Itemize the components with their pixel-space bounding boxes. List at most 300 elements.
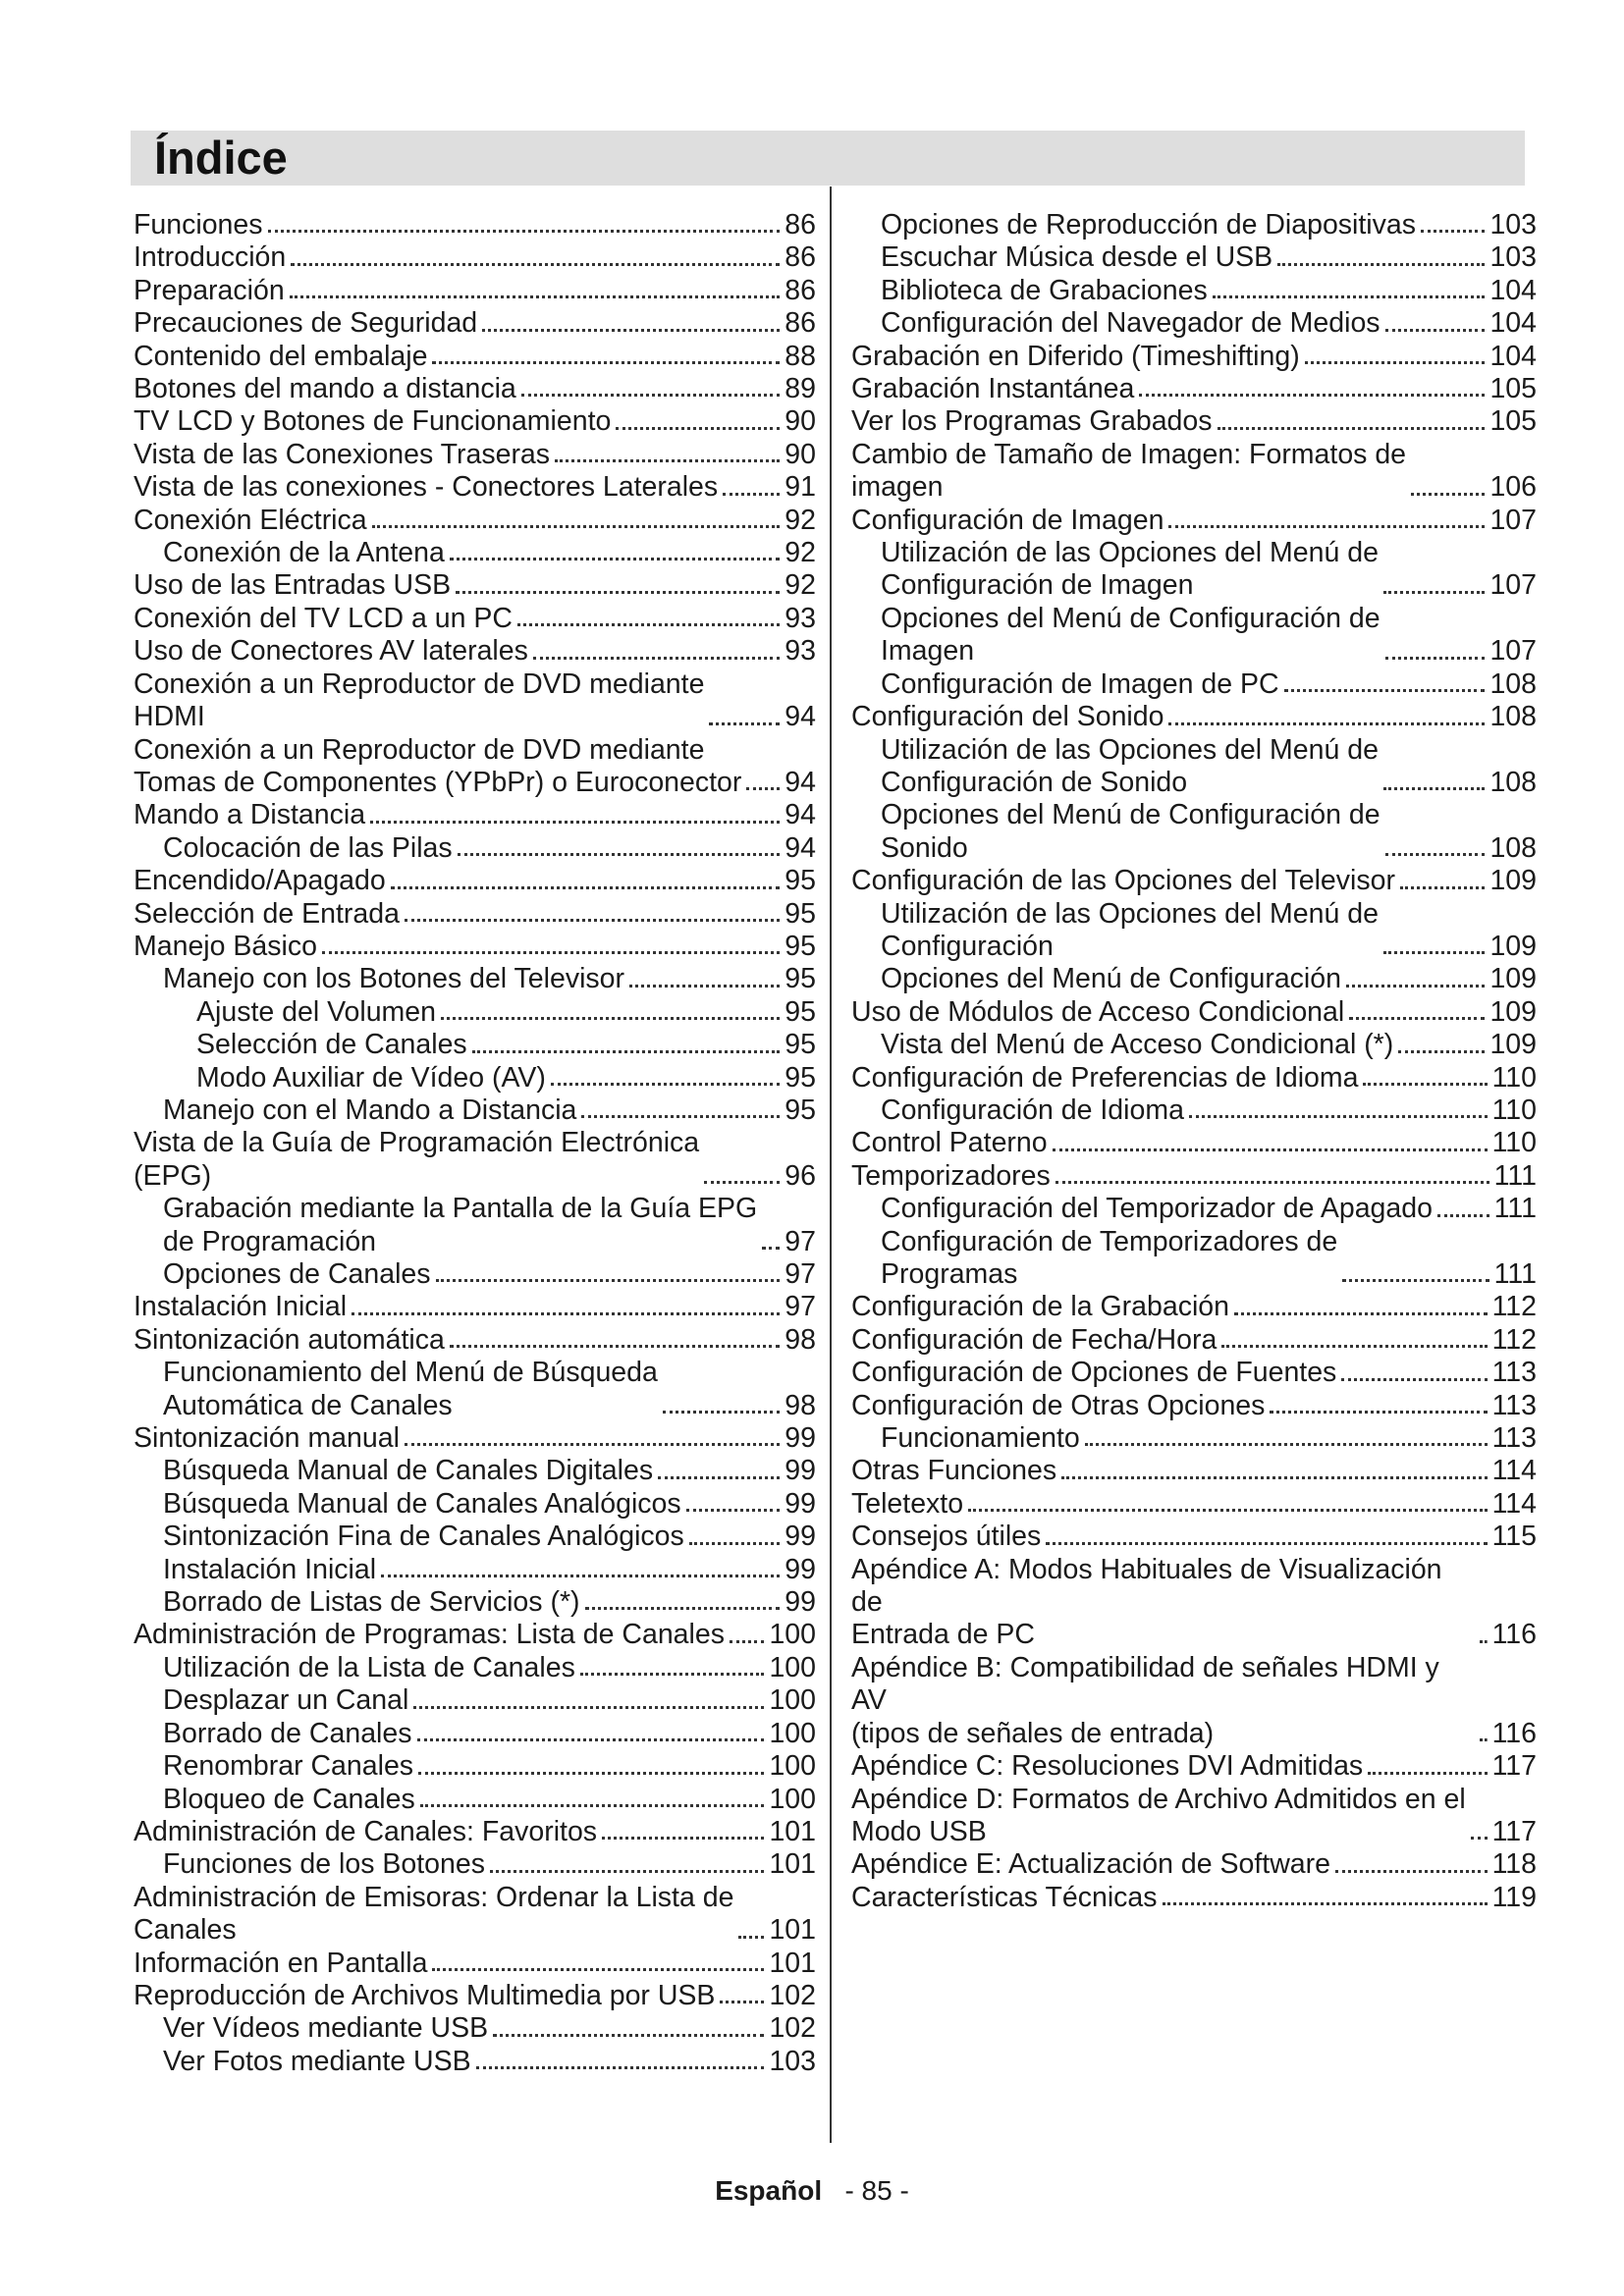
dot-leader	[1234, 1312, 1488, 1315]
toc-entry[interactable]	[851, 1029, 1537, 1061]
dot-leader	[1342, 1279, 1489, 1282]
toc-entry[interactable]	[134, 1619, 816, 1651]
toc-entry-page: 94	[785, 701, 816, 733]
dot-leader	[450, 558, 780, 561]
toc-entry[interactable]	[851, 1127, 1537, 1159]
toc-entry[interactable]	[134, 1062, 816, 1095]
dot-leader	[517, 623, 780, 626]
dot-leader	[1168, 525, 1485, 528]
dot-leader	[322, 951, 780, 954]
toc-entry-page: 95	[785, 995, 816, 1028]
toc-entry-page: 107	[1489, 504, 1537, 536]
dot-leader	[1471, 1837, 1488, 1840]
toc-entry[interactable]	[134, 1750, 816, 1783]
toc-entry-title: Selección de Canales	[196, 1029, 467, 1061]
toc-entry[interactable]	[134, 537, 816, 569]
toc-entry-page: 108	[1489, 667, 1537, 700]
toc-entry[interactable]	[851, 275, 1537, 307]
toc-entry-title: Utilización de la Lista de Canales	[163, 1651, 575, 1683]
toc-entry-page: 119	[1491, 1881, 1537, 1913]
dot-leader	[476, 2066, 765, 2069]
toc-entry[interactable]	[134, 1324, 816, 1357]
toc-entry[interactable]	[851, 307, 1537, 340]
dot-leader	[441, 1017, 780, 1020]
dot-leader	[482, 329, 780, 332]
toc-entry-page: 97	[785, 1291, 816, 1323]
toc-entry-page: 118	[1491, 1848, 1537, 1881]
toc-entry-title: Búsqueda Manual de Canales Analógicos	[163, 1487, 681, 1520]
dot-leader	[1385, 853, 1486, 856]
toc-entry-title: Información en Pantalla	[134, 1947, 428, 1979]
toc-entry[interactable]	[134, 1357, 816, 1422]
toc-entry-page: 110	[1491, 1061, 1537, 1094]
toc-entry-title: Consejos útiles	[851, 1521, 1042, 1553]
dot-leader	[658, 1476, 780, 1479]
toc-entry-title: Vista de las conexiones - Conectores Laterales	[134, 471, 719, 504]
toc-entry[interactable]	[134, 341, 816, 373]
toc-entry-page: 114	[1491, 1487, 1537, 1520]
dot-leader	[458, 853, 781, 856]
toc-entry-page: 108	[1489, 701, 1537, 733]
toc-entry[interactable]	[851, 668, 1537, 701]
toc-entry[interactable]	[134, 635, 816, 667]
toc-entry-page: 110	[1491, 1094, 1537, 1126]
toc-entry-title: Renombrar Canales	[163, 1750, 414, 1783]
toc-entry[interactable]	[134, 1684, 816, 1717]
toc-entry-page: 100	[769, 1619, 816, 1651]
toc-entry[interactable]	[134, 1029, 816, 1061]
dot-leader	[391, 886, 781, 889]
page-footer	[0, 2175, 1624, 2207]
toc-entry[interactable]	[134, 439, 816, 471]
dot-leader	[381, 1575, 780, 1577]
toc-entry[interactable]	[134, 2046, 816, 2078]
toc-entry-page: 115	[1491, 1521, 1537, 1553]
toc-entry-title: Instalación Inicial	[134, 1291, 348, 1323]
toc-entry[interactable]	[134, 241, 816, 274]
toc-entry-page: 109	[1489, 995, 1537, 1028]
toc-entry-page: 109	[1489, 1029, 1537, 1061]
toc-entry-page: 94	[785, 799, 816, 831]
toc-entry-page: 111	[1493, 1193, 1537, 1225]
dot-leader	[1270, 1411, 1487, 1414]
dot-leader	[1400, 886, 1485, 889]
toc-entry-title: Opciones de Canales	[163, 1258, 431, 1290]
toc-entry-page: 95	[785, 865, 816, 897]
dot-leader	[417, 1738, 765, 1741]
toc-entry-page: 99	[785, 1521, 816, 1553]
toc-entry-page: 95	[785, 1061, 816, 1094]
toc-entry[interactable]	[134, 865, 816, 897]
toc-entry-page: 98	[785, 1323, 816, 1356]
dot-leader	[1213, 295, 1486, 298]
toc-entry[interactable]	[851, 537, 1537, 603]
toc-entry-page: 109	[1489, 930, 1537, 962]
toc-entry-page: 104	[1489, 340, 1537, 372]
toc-entry[interactable]	[851, 373, 1537, 405]
toc-entry[interactable]	[134, 996, 816, 1029]
toc-entry-title: Preparación	[134, 274, 285, 306]
toc-entry-title: Configuración del Temporizador de Apagado	[881, 1193, 1433, 1225]
toc-entry-page: 113	[1491, 1422, 1537, 1455]
toc-entry-title: Administración de Canales: Favoritos	[134, 1815, 598, 1847]
column-divider	[830, 187, 832, 2143]
dot-leader	[1385, 329, 1486, 332]
dot-leader	[290, 295, 781, 298]
dot-leader	[1139, 394, 1485, 397]
toc-entry[interactable]	[134, 1127, 816, 1193]
toc-entry[interactable]	[851, 1554, 1537, 1652]
toc-entry-title: Apéndice C: Resoluciones DVI Admitidas	[851, 1750, 1364, 1783]
toc-entry[interactable]	[134, 1816, 816, 1848]
toc-entry[interactable]	[851, 1390, 1537, 1422]
dot-leader	[405, 1443, 780, 1446]
toc-entry-title: Funcionamiento	[881, 1422, 1080, 1455]
toc-entry[interactable]	[851, 1652, 1537, 1750]
dot-leader	[689, 1542, 781, 1545]
toc-entry[interactable]	[134, 1422, 816, 1455]
toc-entry-title: Configuración de Temporizadores de Programas	[881, 1225, 1338, 1290]
dot-leader	[1421, 230, 1485, 233]
toc-entry-title: Bloqueo de Canales	[163, 1783, 415, 1815]
toc-entry[interactable]	[851, 1160, 1537, 1193]
toc-entry-page: 113	[1491, 1357, 1537, 1389]
toc-entry[interactable]	[851, 865, 1537, 897]
dot-leader	[968, 1509, 1487, 1512]
toc-entry[interactable]	[851, 1324, 1537, 1357]
toc-entry-page: 106	[1489, 471, 1537, 504]
toc-entry[interactable]	[851, 1784, 1537, 1849]
toc-entry[interactable]	[851, 1488, 1537, 1521]
toc-entry[interactable]	[134, 1586, 816, 1619]
toc-entry-page: 95	[785, 930, 816, 962]
toc-entry[interactable]	[134, 1488, 816, 1521]
title-bar	[131, 131, 1525, 186]
toc-entry-page: 103	[769, 2045, 816, 2077]
toc-entry-page: 109	[1489, 963, 1537, 995]
toc-entry[interactable]	[851, 1882, 1537, 1914]
toc-entry-page: 113	[1491, 1389, 1537, 1421]
toc-entry[interactable]	[134, 1291, 816, 1323]
toc-entry[interactable]	[134, 373, 816, 405]
dot-leader	[1411, 493, 1485, 496]
toc-entry-title: Configuración de las Opciones del Televisor	[851, 865, 1395, 897]
toc-entry[interactable]	[134, 1980, 816, 2012]
toc-entry[interactable]	[851, 1095, 1537, 1127]
toc-entry-page: 107	[1489, 569, 1537, 602]
toc-entry-title: Borrado de Canales	[163, 1717, 412, 1749]
toc-entry-page: 116	[1491, 1619, 1537, 1651]
toc-entry[interactable]	[134, 832, 816, 865]
dot-leader	[1284, 689, 1486, 692]
toc-entry-title: Introducción	[134, 241, 287, 274]
dot-leader	[1363, 1083, 1487, 1086]
toc-right-column	[851, 209, 1537, 1914]
toc-entry[interactable]	[134, 931, 816, 963]
toc-entry-page: 102	[769, 2012, 816, 2045]
toc-entry[interactable]	[134, 1948, 816, 1980]
dot-leader	[1056, 1181, 1489, 1184]
toc-entry[interactable]	[134, 1193, 816, 1258]
toc-entry-title: Uso de Conectores AV laterales	[134, 635, 528, 667]
toc-entry[interactable]	[134, 405, 816, 438]
toc-entry[interactable]	[851, 734, 1537, 800]
toc-entry-title: Sintonización Fina de Canales Analógicos	[163, 1521, 684, 1553]
toc-entry-title: Borrado de Listas de Servicios (*)	[163, 1586, 580, 1619]
dot-leader	[1085, 1443, 1488, 1446]
toc-entry[interactable]	[134, 1521, 816, 1553]
toc-entry[interactable]	[851, 898, 1537, 964]
dot-leader	[1277, 263, 1485, 266]
toc-entry-title: Sintonización manual	[134, 1422, 400, 1455]
dot-leader	[521, 394, 781, 397]
dot-leader	[456, 591, 780, 594]
toc-entry[interactable]	[851, 1193, 1537, 1225]
toc-entry-page: 111	[1493, 1258, 1537, 1290]
dot-leader	[1305, 361, 1486, 364]
toc-entry[interactable]	[134, 1882, 816, 1948]
toc-entry[interactable]	[851, 799, 1537, 865]
toc-entry-page: 105	[1489, 373, 1537, 405]
toc-entry[interactable]	[134, 1784, 816, 1816]
toc-entry-title: Conexión de la Antena	[163, 537, 445, 569]
toc-entry[interactable]	[851, 963, 1537, 995]
toc-entry-page: 112	[1491, 1291, 1537, 1323]
toc-entry-title: TV LCD y Botones de Funcionamiento	[134, 405, 612, 438]
dot-leader	[1480, 1738, 1488, 1741]
toc-entry-page: 112	[1491, 1323, 1537, 1356]
dot-leader	[616, 427, 780, 430]
toc-entry-title: Manejo Básico	[134, 930, 317, 962]
toc-entry[interactable]	[134, 275, 816, 307]
toc-entry[interactable]	[134, 1718, 816, 1750]
toc-entry-page: 101	[769, 1947, 816, 1979]
dot-leader	[372, 525, 781, 528]
toc-entry[interactable]	[851, 1357, 1537, 1389]
toc-entry[interactable]	[134, 734, 816, 800]
toc-entry[interactable]	[851, 241, 1537, 274]
toc-entry-title: Configuración de Otras Opciones	[851, 1389, 1266, 1421]
toc-entry[interactable]	[134, 799, 816, 831]
toc-entry[interactable]	[851, 405, 1537, 438]
toc-entry[interactable]	[134, 603, 816, 635]
dot-leader	[432, 1968, 764, 1971]
dot-leader	[352, 1312, 780, 1315]
toc-entry-title: Conexión a un Reproductor de DVD mediante HDMI	[134, 667, 705, 733]
dot-leader	[1398, 1050, 1485, 1053]
toc-entry-title: Apéndice A: Modos Habituales de Visualización de Entrada de PC	[851, 1553, 1442, 1651]
toc-entry-title: Precauciones de Seguridad	[134, 307, 478, 340]
dot-leader	[602, 1837, 764, 1840]
toc-entry-page: 104	[1489, 307, 1537, 340]
toc-entry[interactable]	[851, 439, 1537, 505]
toc-entry-title: Colocación de las Pilas	[163, 831, 453, 864]
toc-entry-title: Selección de Entrada	[134, 897, 400, 930]
dot-leader	[1046, 1542, 1487, 1545]
toc-entry-title: Conexión a un Reproductor de DVD mediante Tomas de Componentes (YPbPr) o Euroconector	[134, 733, 742, 798]
toc-entry[interactable]	[851, 1521, 1537, 1553]
dot-leader	[1163, 1902, 1488, 1905]
dot-leader	[709, 722, 780, 725]
toc-entry-page: 95	[785, 1094, 816, 1126]
toc-entry-page: 116	[1491, 1717, 1537, 1749]
toc-entry[interactable]	[851, 996, 1537, 1029]
toc-entry-title: Administración de Emisoras: Ordenar la Lista de Canales	[134, 1881, 734, 1947]
toc-entry-page: 109	[1489, 865, 1537, 897]
toc-entry[interactable]	[851, 1455, 1537, 1487]
toc-entry-title: Cambio de Tamaño de Imagen: Formatos de imagen	[851, 438, 1407, 504]
toc-entry-page: 99	[785, 1553, 816, 1585]
dot-leader	[268, 230, 781, 233]
toc-entry-title: Vista del Menú de Acceso Condicional (*)	[881, 1029, 1394, 1061]
toc-entry-title: Botones del mando a distancia	[134, 373, 516, 405]
toc-entry-page: 99	[785, 1487, 816, 1520]
toc-entry[interactable]	[851, 1226, 1537, 1292]
toc-entry-title: Grabación mediante la Pantalla de la Guía EPG de Programación	[163, 1193, 758, 1257]
toc-entry-page: 101	[769, 1848, 816, 1881]
toc-entry-title: Conexión Eléctrica	[134, 504, 367, 536]
toc-entry-page: 92	[785, 537, 816, 569]
toc-left-column	[134, 209, 816, 2078]
toc-entry-page: 86	[785, 209, 816, 240]
dot-leader	[730, 1640, 764, 1643]
footer-page-number: - 85 -	[844, 2175, 909, 2206]
dot-leader	[450, 1345, 780, 1348]
toc-entry-page: 100	[769, 1651, 816, 1683]
toc-entry-title: Otras Funciones	[851, 1455, 1057, 1487]
dot-leader	[420, 1804, 765, 1807]
toc-entry-title: Características Técnicas	[851, 1881, 1158, 1913]
toc-entry-page: 100	[769, 1750, 816, 1783]
toc-entry[interactable]	[134, 1848, 816, 1881]
toc-entry[interactable]	[134, 471, 816, 504]
toc-entry-page: 99	[785, 1586, 816, 1619]
dot-leader	[1189, 1115, 1488, 1118]
toc-entry[interactable]	[851, 603, 1537, 668]
dot-leader	[1168, 722, 1485, 725]
toc-entry-title: Escuchar Música desde el USB	[881, 241, 1273, 274]
toc-entry-title: Funciones de los Botones	[163, 1848, 485, 1881]
toc-entry-page: 108	[1489, 766, 1537, 798]
toc-entry[interactable]	[851, 1062, 1537, 1095]
toc-entry-title: Modo Auxiliar de Vídeo (AV)	[196, 1061, 546, 1094]
dot-leader	[663, 1411, 780, 1414]
dot-leader	[1383, 787, 1485, 790]
toc-entry-title: Teletexto	[851, 1487, 964, 1520]
dot-leader	[1221, 1345, 1487, 1348]
toc-entry[interactable]	[851, 1422, 1537, 1455]
toc-entry-page: 95	[785, 963, 816, 995]
toc-entry-title: Búsqueda Manual de Canales Digitales	[163, 1455, 654, 1487]
dot-leader	[1368, 1772, 1487, 1775]
dot-leader	[418, 1772, 764, 1775]
dot-leader	[551, 1083, 780, 1086]
toc-entry-title: Opciones del Menú de Configuración de Imagen	[881, 602, 1380, 667]
toc-entry-page: 114	[1491, 1455, 1537, 1487]
toc-entry[interactable]	[134, 1455, 816, 1487]
toc-entry-page: 103	[1489, 241, 1537, 274]
toc-entry-title: Funciones	[134, 209, 263, 240]
toc-entry-title: Utilización de las Opciones del Menú de Configuración	[881, 897, 1379, 962]
toc-entry[interactable]	[134, 1095, 816, 1127]
toc-entry-title: Temporizadores	[851, 1159, 1051, 1192]
toc-entry[interactable]	[134, 307, 816, 340]
dot-leader	[585, 1607, 781, 1610]
toc-entry-page: 95	[785, 897, 816, 930]
toc-entry-page: 99	[785, 1455, 816, 1487]
dot-leader	[413, 1706, 764, 1709]
toc-entry-title: Conexión del TV LCD a un PC	[134, 602, 514, 634]
toc-entry-title: Opciones de Reproducción de Diapositivas	[881, 209, 1416, 240]
toc-entry[interactable]	[134, 898, 816, 931]
toc-entry[interactable]	[851, 1750, 1537, 1783]
toc-entry-title: Apéndice E: Actualización de Software	[851, 1848, 1330, 1881]
toc-entry-title: Vista de la Guía de Programación Electrónica (EPG)	[134, 1127, 700, 1192]
toc-entry[interactable]	[851, 701, 1537, 733]
dot-leader	[1349, 1017, 1485, 1020]
toc-entry-title: Apéndice B: Compatibilidad de señales HDMI y AV (tipos de señales de entrada)	[851, 1651, 1439, 1749]
toc-entry-title: Configuración de Imagen	[851, 504, 1164, 536]
toc-entry[interactable]	[134, 668, 816, 734]
dot-leader	[370, 821, 780, 824]
toc-entry-page: 107	[1489, 635, 1537, 667]
toc-entry-title: Grabación en Diferido (Timeshifting)	[851, 340, 1300, 372]
toc-entry[interactable]	[851, 505, 1537, 537]
dot-leader	[1218, 427, 1486, 430]
toc-entry[interactable]	[851, 209, 1537, 241]
toc-entry-title: Utilización de las Opciones del Menú de Configuración de Sonido	[881, 733, 1379, 798]
dot-leader	[580, 1673, 765, 1676]
toc-entry[interactable]	[134, 1258, 816, 1291]
dot-leader	[1053, 1148, 1488, 1151]
toc-entry[interactable]	[134, 1652, 816, 1684]
dot-leader	[1335, 1870, 1488, 1873]
toc-entry-title: Uso de Módulos de Acceso Condicional	[851, 995, 1345, 1028]
dot-leader	[432, 361, 780, 364]
toc-entry-page: 94	[785, 831, 816, 864]
toc-entry-title: Configuración de Opciones de Fuentes	[851, 1357, 1337, 1389]
toc-entry[interactable]	[134, 1554, 816, 1586]
dot-leader	[533, 657, 780, 660]
dot-leader	[405, 919, 780, 922]
toc-entry-page: 105	[1489, 405, 1537, 438]
toc-entry-title: Configuración de Fecha/Hora	[851, 1323, 1218, 1356]
toc-entry[interactable]	[851, 1848, 1537, 1881]
toc-entry-title: Uso de las Entradas USB	[134, 569, 452, 602]
toc-entry-title: Configuración de la Grabación	[851, 1291, 1229, 1323]
dot-leader	[472, 1050, 781, 1053]
toc-entry[interactable]	[134, 569, 816, 602]
dot-leader	[490, 1870, 764, 1873]
toc-entry-title: Configuración de Preferencias de Idioma	[851, 1061, 1359, 1094]
toc-entry-page: 90	[785, 405, 816, 438]
dot-leader	[738, 1936, 764, 1939]
toc-entry[interactable]	[134, 209, 816, 241]
toc-entry-page: 111	[1493, 1159, 1537, 1192]
toc-entry[interactable]	[134, 963, 816, 995]
toc-entry-title: Manejo con los Botones del Televisor	[163, 963, 624, 995]
toc-entry[interactable]	[851, 1291, 1537, 1323]
toc-entry-page: 103	[1489, 209, 1537, 240]
toc-entry-title: Encendido/Apagado	[134, 865, 386, 897]
toc-entry-page: 90	[785, 438, 816, 470]
toc-entry[interactable]	[134, 2012, 816, 2045]
toc-entry-title: Desplazar un Canal	[163, 1684, 409, 1717]
toc-entry-title: Contenido del embalaje	[134, 340, 428, 372]
toc-entry-title: Ver Vídeos mediante USB	[163, 2012, 489, 2045]
toc-entry[interactable]	[134, 505, 816, 537]
toc-entry[interactable]	[851, 341, 1537, 373]
